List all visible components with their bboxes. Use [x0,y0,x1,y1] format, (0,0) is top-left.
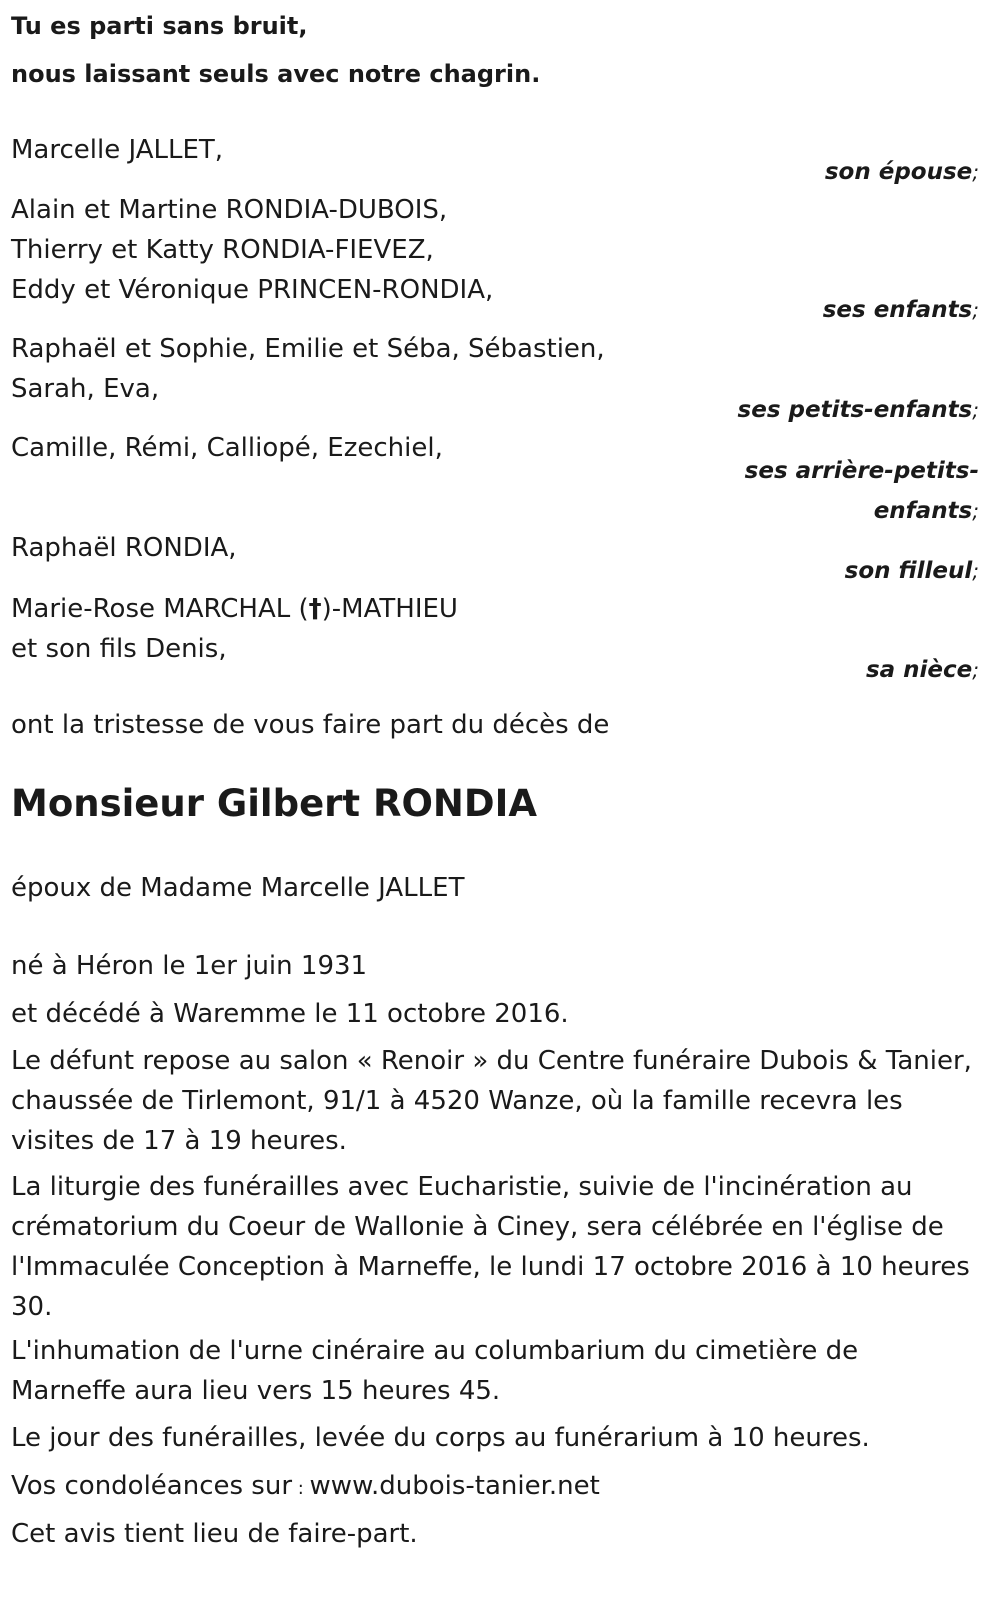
family-name-line: Camille, Rémi, Calliopé, Ezechiel, [11,433,443,463]
role-separator: ; [972,398,979,422]
family-name-line: Raphaël RONDIA, [11,533,237,563]
family-name-line: Sarah, Eva, [11,374,160,404]
obituary-page [11,0,991,1620]
condoleances-separator: : [292,1478,310,1499]
role-label-line-1: ses arrière-petits- [744,458,979,484]
deceased-name: Monsieur Gilbert RONDIA [11,782,538,825]
cross-icon: † [308,594,322,624]
family-name-line [11,589,458,629]
role-enfants [823,290,979,330]
levee-line: Le jour des funérailles, levée du corps au funérarium à 10 heures. [11,1423,870,1453]
inhumation-paragraph: L'inhumation de l'urne cinéraire au columbarium du cimetière de Marneffe aura lieu vers 15 heures 45. [11,1336,859,1406]
role-label: ses enfants [822,297,973,323]
poem [11,2,540,98]
family-name-line: Raphaël et Sophie, Emilie et Séba, Sébastien, [11,334,605,364]
role-label: son filleul [844,558,973,584]
family-enfants-names [11,190,493,310]
role-arriere-petits-enfants [745,451,979,531]
condoleances-link[interactable]: www.dubois-tanier.net [309,1471,600,1501]
role-epouse [825,152,979,192]
role-label: ses petits-enfants [737,397,973,423]
role-separator: ; [972,160,979,184]
condoleances-line [11,1466,600,1509]
family-name-line: et son fils Denis, [11,634,227,664]
niece-name-part-1: Marie-Rose MARCHAL ( [11,594,309,624]
family-name-line: Marcelle JALLET, [11,135,224,165]
role-label: son épouse [824,159,973,185]
repose-paragraph: Le défunt repose au salon « Renoir » du Centre funéraire Dubois & Tanier, chaussée de Tirlemont, 91/1 à 4520 Wanze, où la famille recevra les visites de 17 à 19 heures. [11,1046,972,1156]
role-separator: ; [972,559,979,583]
family-name-line: Thierry et Katty RONDIA-FIEVEZ, [11,235,434,265]
family-name-line: Alain et Martine RONDIA-DUBOIS, [11,195,448,225]
born-line: né à Héron le 1er juin 1931 [11,951,368,981]
role-label: sa nièce [865,657,973,683]
announcement-intro: ont la tristesse de vous faire part du décès de [11,710,610,740]
role-niece [866,650,979,690]
family-petits-enfants-names [11,329,605,409]
faire-part-line: Cet avis tient lieu de faire-part. [11,1519,418,1549]
role-separator: ; [972,499,979,523]
role-petits-enfants [738,390,979,430]
family-niece-names [11,589,458,669]
niece-name-part-2: )-MATHIEU [321,594,458,624]
role-filleul [845,551,979,591]
role-separator: ; [972,658,979,682]
family-name-line: Eddy et Véronique PRINCEN-RONDIA, [11,275,494,305]
liturgie-paragraph: La liturgie des funérailles avec Eucharistie, suivie de l'incinération au crématorium du Coeur de Wallonie à Ciney, sera célébrée en l'église de l'Immaculée Conception à Marneffe, le lundi 17 octobre 2016 à 10 heures 30. [11,1172,970,1322]
family-filleul-names [11,528,237,568]
died-line: et décédé à Waremme le 11 octobre 2016. [11,999,569,1029]
family-arriere-petits-enfants-names [11,428,443,468]
poem-line-1: Tu es parti sans bruit, [11,12,308,40]
role-separator: ; [972,298,979,322]
role-label-line-2: enfants [873,498,973,524]
family-epouse-names [11,130,223,170]
poem-line-2: nous laissant seuls avec notre chagrin. [11,60,541,88]
spouse-line: époux de Madame Marcelle JALLET [11,873,465,903]
condoleances-label: Vos condoléances sur [11,1471,293,1501]
